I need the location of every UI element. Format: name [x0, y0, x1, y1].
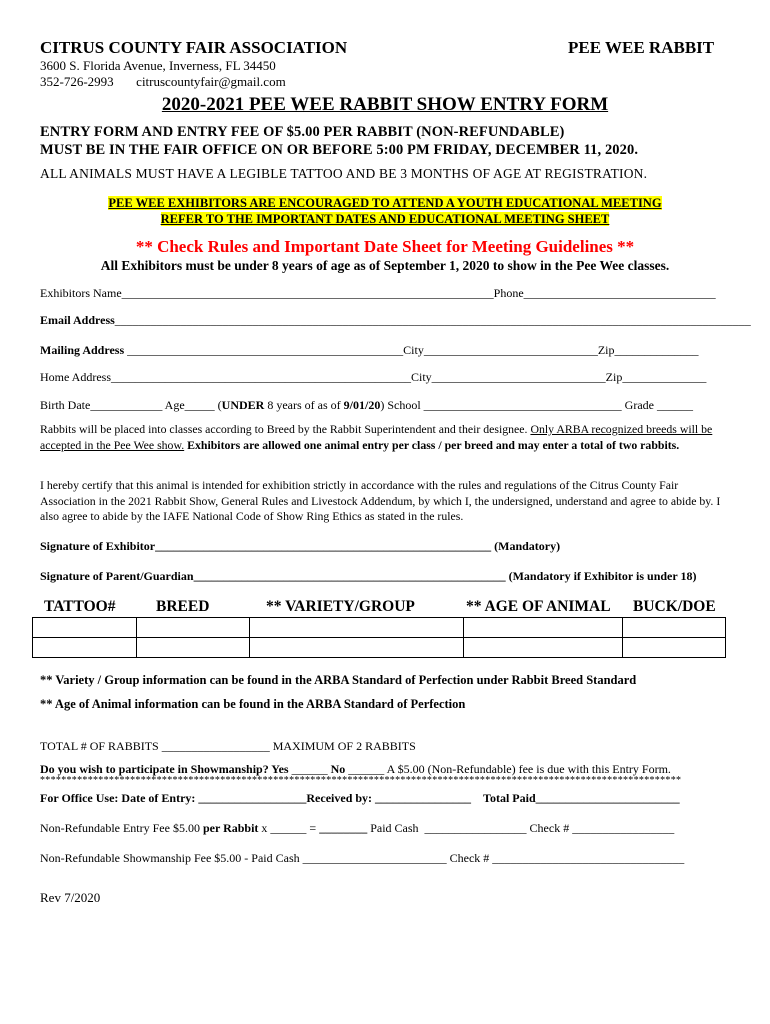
form-type: PEE WEE RABBIT — [568, 38, 715, 57]
meeting-highlight-1: PEE WEE EXHIBITORS ARE ENCOURAGED TO ATTEND A YOUTH EDUCATIONAL MEETING — [108, 196, 662, 210]
col-breed: BREED — [156, 598, 210, 615]
home-address-field[interactable]: Home Address__________________________________________________City_____________________________Zip______________ — [40, 370, 707, 384]
exhibitor-name-field[interactable]: Exhibitors Name______________________________________________________________Phone________________________________ — [40, 286, 716, 300]
table-row — [33, 618, 726, 638]
col-variety: ** VARIETY/GROUP — [266, 598, 415, 615]
email-field[interactable]: Email Address__________________________________________________________________________________________________________ — [40, 313, 751, 327]
divider: ************************************************************************************************************************* — [40, 775, 682, 786]
org-email[interactable]: citruscountyfair@gmail.com — [136, 74, 286, 89]
page-title: 2020-2021 PEE WEE RABBIT SHOW ENTRY FORM — [161, 94, 609, 115]
col-sex: BUCK/DOE — [633, 598, 716, 615]
certification-paragraph: I hereby certify that this animal is intended for exhibition strictly in accordance with the rules and regulations of the Citrus County Fair Association in the 2021 Rabbit Show, General Rules and Livestock Addendum, by which I, the undersigned, understand and agree to abide by. I also agree to abide by the IAFE National Code of Show Ring Ethics as stated in the rules. — [40, 478, 721, 523]
age-note: ** Age of Animal information can be found in the ARBA Standard of Perfection — [40, 697, 466, 711]
parent-signature-field[interactable]: Signature of Parent/Guardian____________________________________________________ (Mandatory if Exhibitor is under 18) — [40, 569, 697, 583]
birth-date-field[interactable]: Birth Date____________ Age_____ (UNDER 8 years of as of 9/01/20) School _________________________________ Grade ______ — [40, 398, 693, 412]
rules-red-note: ** Check Rules and Important Date Sheet for Meeting Guidelines ** — [135, 237, 635, 256]
showmanship-fee-field[interactable]: Non-Refundable Showmanship Fee $5.00 - Paid Cash ________________________ Check # ________________________________ — [40, 851, 685, 865]
entry-fee-field[interactable]: Non-Refundable Entry Fee $5.00 per Rabbit x ______ = ________ Paid Cash _________________ Check # _________________ — [40, 821, 675, 835]
office-use-field[interactable]: For Office Use: Date of Entry: __________________Received by: ________________ Total Paid________________________ — [40, 791, 680, 805]
tattoo-cell[interactable] — [33, 638, 137, 658]
revision-label: Rev 7/2020 — [40, 890, 101, 905]
rules-paragraph: Rabbits will be placed into classes according to Breed by the Rabbit Superintendent and their designee. Only ARBA recognized breeds will be accepted in the Pee Wee show. Exhibitors are allowed one animal entry per class / per breed and may enter a total of two rabbits. — [40, 422, 713, 452]
meeting-highlight-2: REFER TO THE IMPORTANT DATES AND EDUCATIONAL MEETING SHEET — [160, 212, 610, 226]
variety-cell[interactable] — [250, 618, 464, 638]
showmanship-field[interactable]: Do you wish to participate in Showmanship? Yes ______ No ______ A $5.00 (Non-Refundable) fee is due with this Entry Form. — [40, 762, 671, 776]
org-name: CITRUS COUNTY FAIR ASSOCIATION — [40, 38, 348, 57]
age-cell[interactable] — [464, 618, 623, 638]
org-contact — [40, 74, 286, 90]
table-row — [33, 638, 726, 658]
breed-cell[interactable] — [137, 638, 250, 658]
exhibitor-signature-field[interactable]: Signature of Exhibitor________________________________________________________ (Mandatory) — [40, 539, 561, 553]
breed-cell[interactable] — [137, 618, 250, 638]
variety-cell[interactable] — [250, 638, 464, 658]
age-cell[interactable] — [464, 638, 623, 658]
entry-table — [32, 617, 726, 658]
col-tattoo: TATTOO# — [44, 598, 116, 615]
org-address: 3600 S. Florida Avenue, Inverness, FL 34450 — [40, 58, 276, 73]
sex-cell[interactable] — [623, 638, 726, 658]
age-requirement: All Exhibitors must be under 8 years of age as of September 1, 2020 to show in the Pee Wee classes. — [100, 258, 670, 273]
variety-note: ** Variety / Group information can be found in the ARBA Standard of Perfection under Rabbit Breed Standard — [40, 673, 637, 687]
fee-line-2: MUST BE IN THE FAIR OFFICE ON OR BEFORE 5:00 PM FRIDAY, DECEMBER 11, 2020. — [40, 142, 639, 158]
sex-cell[interactable] — [623, 618, 726, 638]
mailing-address-field[interactable]: Mailing Address ______________________________________________City_____________________________Zip______________ — [40, 343, 699, 357]
total-rabbits-field[interactable]: TOTAL # OF RABBITS __________________ MAXIMUM OF 2 RABBITS — [40, 739, 416, 753]
org-phone: 352-726-2993 — [40, 74, 114, 89]
tattoo-cell[interactable] — [33, 618, 137, 638]
fee-line-1: ENTRY FORM AND ENTRY FEE OF $5.00 PER RABBIT (NON-REFUNDABLE) — [40, 124, 565, 140]
tattoo-note: ALL ANIMALS MUST HAVE A LEGIBLE TATTOO AND BE 3 MONTHS OF AGE AT REGISTRATION. — [40, 166, 648, 181]
col-age: ** AGE OF ANIMAL — [466, 598, 611, 615]
